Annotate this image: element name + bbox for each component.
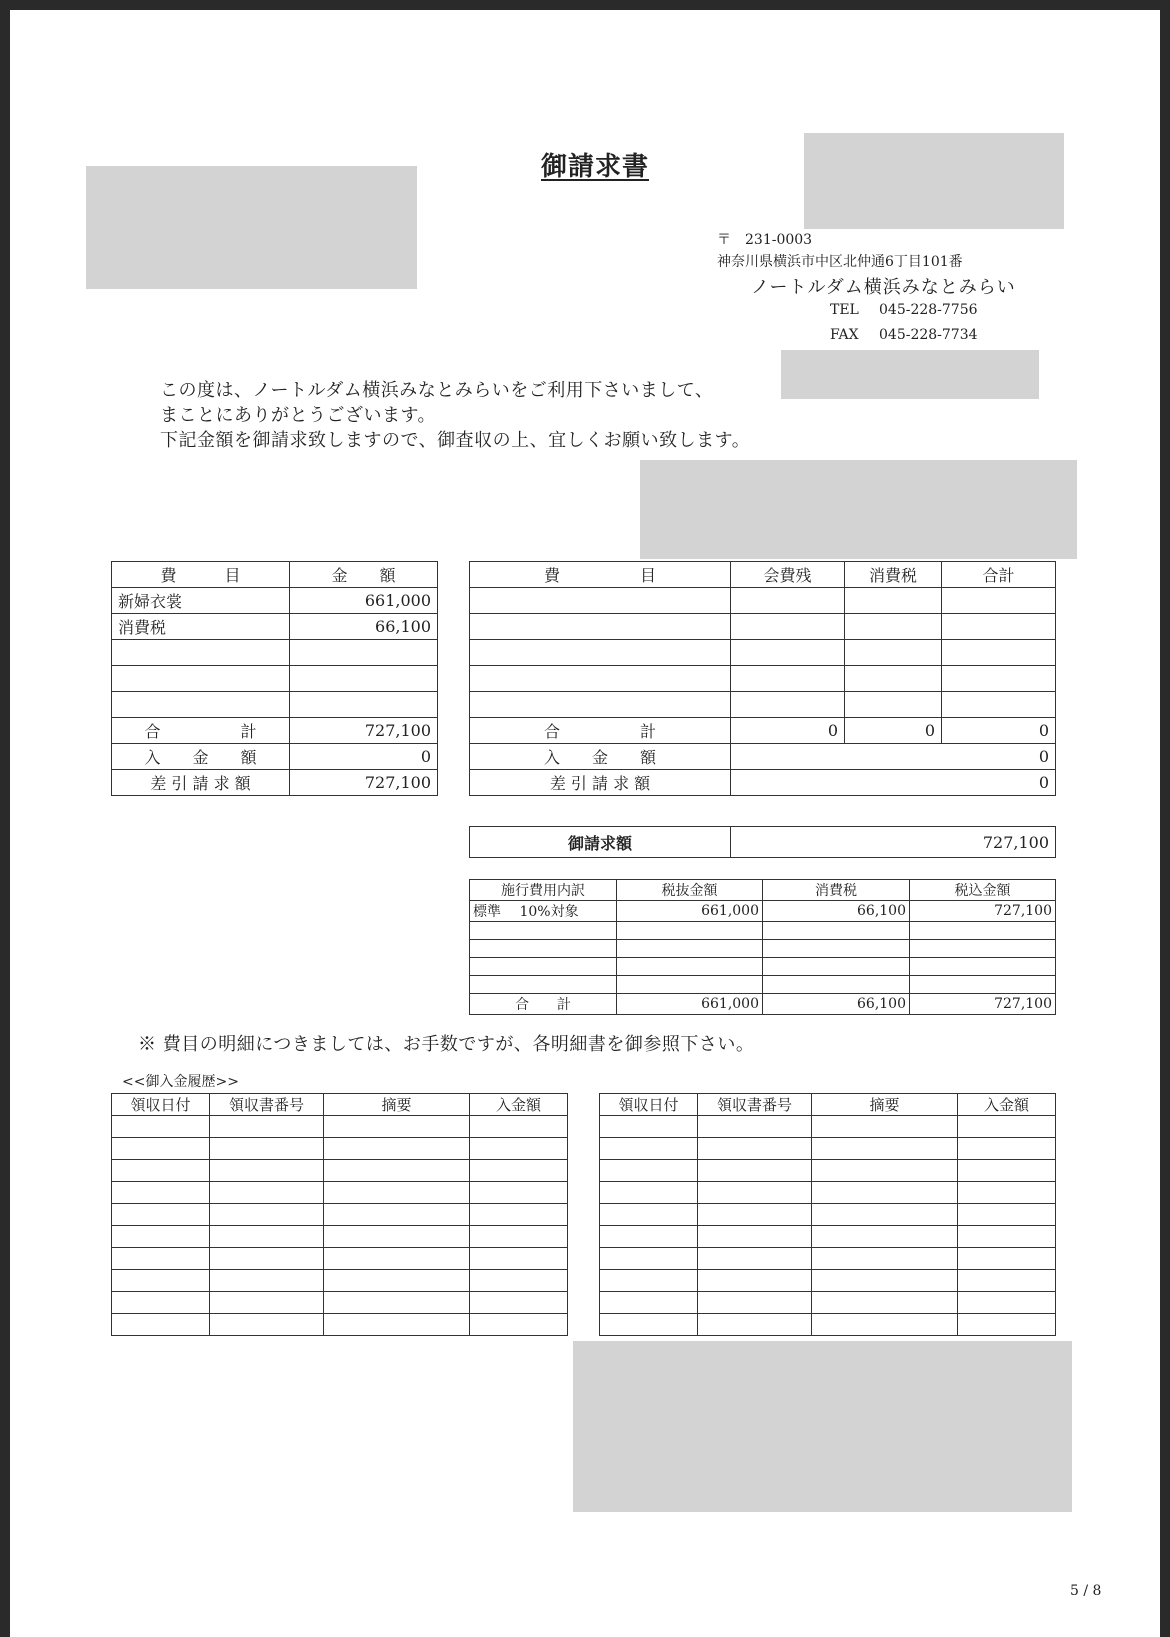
cell (958, 1204, 1056, 1226)
cell (600, 1226, 698, 1248)
cell (210, 1226, 324, 1248)
cell (470, 1270, 568, 1292)
cell (210, 1160, 324, 1182)
table-row (112, 614, 438, 640)
header-receipt-number: 領収書番号 (698, 1094, 812, 1116)
cell (600, 1292, 698, 1314)
table-row (600, 1160, 1056, 1182)
cell (600, 1248, 698, 1270)
cell (112, 1226, 210, 1248)
cell (698, 1160, 812, 1182)
cell (698, 1226, 812, 1248)
cell (470, 958, 617, 976)
table-row (112, 1160, 568, 1182)
cell (731, 666, 845, 692)
cell (324, 1248, 470, 1270)
header-description: 摘要 (812, 1094, 958, 1116)
cell (600, 1182, 698, 1204)
table-row (112, 1292, 568, 1314)
cell (112, 1292, 210, 1314)
cell (470, 1160, 568, 1182)
cell (958, 1270, 1056, 1292)
detail-note: ※ 費目の明細につきましては、お手数ですが、各明細書を御参照下さい。 (138, 1034, 755, 1055)
total-sum: 0 (942, 718, 1056, 744)
table-row (112, 1248, 568, 1270)
cell (470, 1314, 568, 1336)
document-title: 御請求書 (541, 152, 650, 182)
redacted-date (781, 350, 1039, 399)
address: 神奈川県横浜市中区北仲通6丁目101番 (717, 254, 963, 270)
header-balance-fee: 会費残 (731, 562, 845, 588)
cell (470, 1204, 568, 1226)
cell (910, 940, 1056, 958)
invoice-total-label: 御請求額 (470, 827, 731, 858)
cell (942, 692, 1056, 718)
row-amount (290, 640, 438, 666)
invoice-total-row (470, 827, 1056, 858)
balance-row (470, 770, 1056, 796)
table-row (470, 614, 1056, 640)
table-row (600, 1226, 1056, 1248)
cell (845, 640, 942, 666)
table-header-row (470, 562, 1056, 588)
cell (763, 922, 910, 940)
cell (942, 588, 1056, 614)
cell (470, 1226, 568, 1248)
cell (845, 614, 942, 640)
cell (910, 958, 1056, 976)
cell (731, 614, 845, 640)
table-row (470, 976, 1056, 994)
cell (210, 1138, 324, 1160)
paid-value: 0 (731, 744, 1056, 770)
cell (763, 958, 910, 976)
row-amount (290, 666, 438, 692)
total-tax: 0 (845, 718, 942, 744)
cell (470, 1292, 568, 1314)
header-tax: 消費税 (763, 880, 910, 901)
cell (812, 1270, 958, 1292)
table-header-row (470, 880, 1056, 901)
row-item: 消費税 (112, 614, 290, 640)
cell (958, 1160, 1056, 1182)
cell (731, 692, 845, 718)
table-row (112, 1226, 568, 1248)
table-header-row (112, 562, 438, 588)
cell (812, 1248, 958, 1270)
cell (731, 588, 845, 614)
cell (812, 1160, 958, 1182)
payment-history-body (112, 1116, 568, 1336)
table-row (112, 1138, 568, 1160)
greeting-line-3: 下記金額を御請求致しますので、御査収の上、宜しくお願い致します。 (160, 430, 751, 451)
cell (958, 1182, 1056, 1204)
cell (698, 1292, 812, 1314)
header-total: 合計 (942, 562, 1056, 588)
greeting-line-2: まことにありがとうございます。 (160, 405, 437, 426)
breakdown-table (469, 879, 1056, 1015)
cell (600, 1160, 698, 1182)
cell (698, 1138, 812, 1160)
balance-value: 727,100 (290, 770, 438, 796)
cell (617, 958, 763, 976)
total-row (112, 718, 438, 744)
cell (112, 1204, 210, 1226)
right-summary-table (469, 561, 1056, 796)
cell (812, 1182, 958, 1204)
cell (324, 1182, 470, 1204)
paid-label: 入 金 額 (112, 744, 290, 770)
table-row (600, 1248, 1056, 1270)
cell (845, 692, 942, 718)
cell (324, 1270, 470, 1292)
table-row (470, 940, 1056, 958)
table-row (470, 922, 1056, 940)
row-amount (290, 692, 438, 718)
payment-history-table-right (599, 1093, 1056, 1336)
total-incl: 727,100 (910, 994, 1056, 1015)
cell (958, 1248, 1056, 1270)
cell (470, 976, 617, 994)
invoice-page (10, 10, 1160, 1637)
header-item: 費 目 (470, 562, 731, 588)
cell (958, 1226, 1056, 1248)
cell (600, 1138, 698, 1160)
cell (470, 666, 731, 692)
cell (210, 1182, 324, 1204)
table-row (600, 1270, 1056, 1292)
cell (698, 1182, 812, 1204)
total-row (470, 718, 1056, 744)
header-payment-amount: 入金額 (958, 1094, 1056, 1116)
cell (698, 1204, 812, 1226)
paid-label: 入 金 額 (470, 744, 731, 770)
cell (812, 1138, 958, 1160)
redacted-stamp-area (804, 133, 1064, 229)
cell (617, 940, 763, 958)
cell (470, 940, 617, 958)
cell (112, 1248, 210, 1270)
cell (112, 1116, 210, 1138)
fax-number: 045-228-7734 (879, 327, 978, 343)
cell (958, 1292, 1056, 1314)
postal-code: 〒 231-0003 (717, 232, 813, 248)
row-label: 標準 10%対象 (470, 901, 617, 922)
table-row (470, 588, 1056, 614)
cell (845, 666, 942, 692)
cell (812, 1226, 958, 1248)
table-row (600, 1182, 1056, 1204)
cell (942, 666, 1056, 692)
row-item: 新婦衣裳 (112, 588, 290, 614)
total-value: 727,100 (290, 718, 438, 744)
row-item (112, 692, 290, 718)
cell (910, 922, 1056, 940)
cell (942, 614, 1056, 640)
cell (210, 1204, 324, 1226)
total-label: 合 計 (470, 718, 731, 744)
table-row (470, 692, 1056, 718)
total-label: 合 計 (470, 994, 617, 1015)
greeting-text (160, 378, 750, 453)
cell (698, 1314, 812, 1336)
header-receipt-date: 領収日付 (112, 1094, 210, 1116)
row-amount: 66,100 (290, 614, 438, 640)
cell (112, 1160, 210, 1182)
row-item (112, 666, 290, 692)
row-tax: 66,100 (763, 901, 910, 922)
cell (942, 640, 1056, 666)
cell (112, 1138, 210, 1160)
total-row (470, 994, 1056, 1015)
paid-row (470, 744, 1056, 770)
cell (845, 588, 942, 614)
row-excl: 661,000 (617, 901, 763, 922)
cell (470, 1138, 568, 1160)
cell (958, 1116, 1056, 1138)
table-row (470, 901, 1056, 922)
header-incl: 税込金額 (910, 880, 1056, 901)
header-item: 費 目 (112, 562, 290, 588)
total-tax: 66,100 (763, 994, 910, 1015)
redacted-recipient (86, 166, 417, 289)
cell (470, 1116, 568, 1138)
cell (617, 976, 763, 994)
cell (470, 922, 617, 940)
table-row (470, 666, 1056, 692)
table-row (600, 1292, 1056, 1314)
cell (731, 640, 845, 666)
table-row (470, 958, 1056, 976)
header-receipt-number: 領収書番号 (210, 1094, 324, 1116)
cell (812, 1116, 958, 1138)
greeting-line-1: この度は、ノートルダム横浜みなとみらいをご利用下さいまして、 (160, 380, 714, 401)
cell (112, 1270, 210, 1292)
row-item (112, 640, 290, 666)
row-amount: 661,000 (290, 588, 438, 614)
cell (600, 1314, 698, 1336)
cell (210, 1292, 324, 1314)
balance-label: 差 引 請 求 額 (112, 770, 290, 796)
cell (210, 1248, 324, 1270)
cell (763, 976, 910, 994)
payment-history-label: <<御入金履歴>> (122, 1074, 239, 1090)
header-breakdown: 施行費用内訳 (470, 880, 617, 901)
balance-label: 差 引 請 求 額 (470, 770, 731, 796)
balance-value: 0 (731, 770, 1056, 796)
total-balance-fee: 0 (731, 718, 845, 744)
page-number: 5 / 8 (1070, 1583, 1102, 1599)
table-row (112, 1204, 568, 1226)
table-row (112, 1116, 568, 1138)
cell (958, 1314, 1056, 1336)
table-header-row (600, 1094, 1056, 1116)
paid-row (112, 744, 438, 770)
header-tax: 消費税 (845, 562, 942, 588)
cell (210, 1270, 324, 1292)
cell (210, 1314, 324, 1336)
cell (600, 1204, 698, 1226)
cell (470, 614, 731, 640)
table-row (112, 1270, 568, 1292)
table-row (600, 1314, 1056, 1336)
cell (763, 940, 910, 958)
table-row (470, 640, 1056, 666)
payment-history-body (600, 1116, 1056, 1336)
cell (958, 1138, 1056, 1160)
left-summary-table (111, 561, 438, 796)
tel-number: 045-228-7756 (879, 302, 978, 318)
cell (210, 1116, 324, 1138)
payment-history-table-left (111, 1093, 568, 1336)
cell (698, 1270, 812, 1292)
header-excl: 税抜金額 (617, 880, 763, 901)
cell (812, 1204, 958, 1226)
table-row (112, 692, 438, 718)
cell (324, 1292, 470, 1314)
table-row (112, 1314, 568, 1336)
table-row (112, 640, 438, 666)
tel-label: TEL (830, 302, 859, 318)
total-excl: 661,000 (617, 994, 763, 1015)
cell (910, 976, 1056, 994)
balance-row (112, 770, 438, 796)
cell (112, 1182, 210, 1204)
cell (324, 1116, 470, 1138)
invoice-total-value: 727,100 (731, 827, 1056, 858)
cell (812, 1314, 958, 1336)
cell (698, 1116, 812, 1138)
invoice-total-table (469, 826, 1056, 858)
table-row (112, 588, 438, 614)
table-header-row (112, 1094, 568, 1116)
redacted-customer (640, 460, 1077, 559)
header-description: 摘要 (324, 1094, 470, 1116)
header-receipt-date: 領収日付 (600, 1094, 698, 1116)
paid-value: 0 (290, 744, 438, 770)
cell (324, 1204, 470, 1226)
cell (324, 1160, 470, 1182)
table-row (112, 1182, 568, 1204)
table-row (600, 1204, 1056, 1226)
cell (698, 1248, 812, 1270)
cell (812, 1292, 958, 1314)
cell (112, 1314, 210, 1336)
cell (324, 1314, 470, 1336)
company-name: ノートルダム横浜みなとみらい (751, 277, 1016, 298)
header-amount: 金 額 (290, 562, 438, 588)
cell (470, 588, 731, 614)
fax-label: FAX (830, 327, 859, 343)
cell (324, 1226, 470, 1248)
row-incl: 727,100 (910, 901, 1056, 922)
cell (617, 922, 763, 940)
cell (600, 1270, 698, 1292)
cell (470, 692, 731, 718)
table-row (112, 666, 438, 692)
table-row (600, 1116, 1056, 1138)
cell (470, 1182, 568, 1204)
cell (324, 1138, 470, 1160)
table-row (600, 1138, 1056, 1160)
cell (600, 1116, 698, 1138)
redacted-bank-info (573, 1341, 1072, 1512)
total-label: 合 計 (112, 718, 290, 744)
cell (470, 640, 731, 666)
header-payment-amount: 入金額 (470, 1094, 568, 1116)
cell (470, 1248, 568, 1270)
